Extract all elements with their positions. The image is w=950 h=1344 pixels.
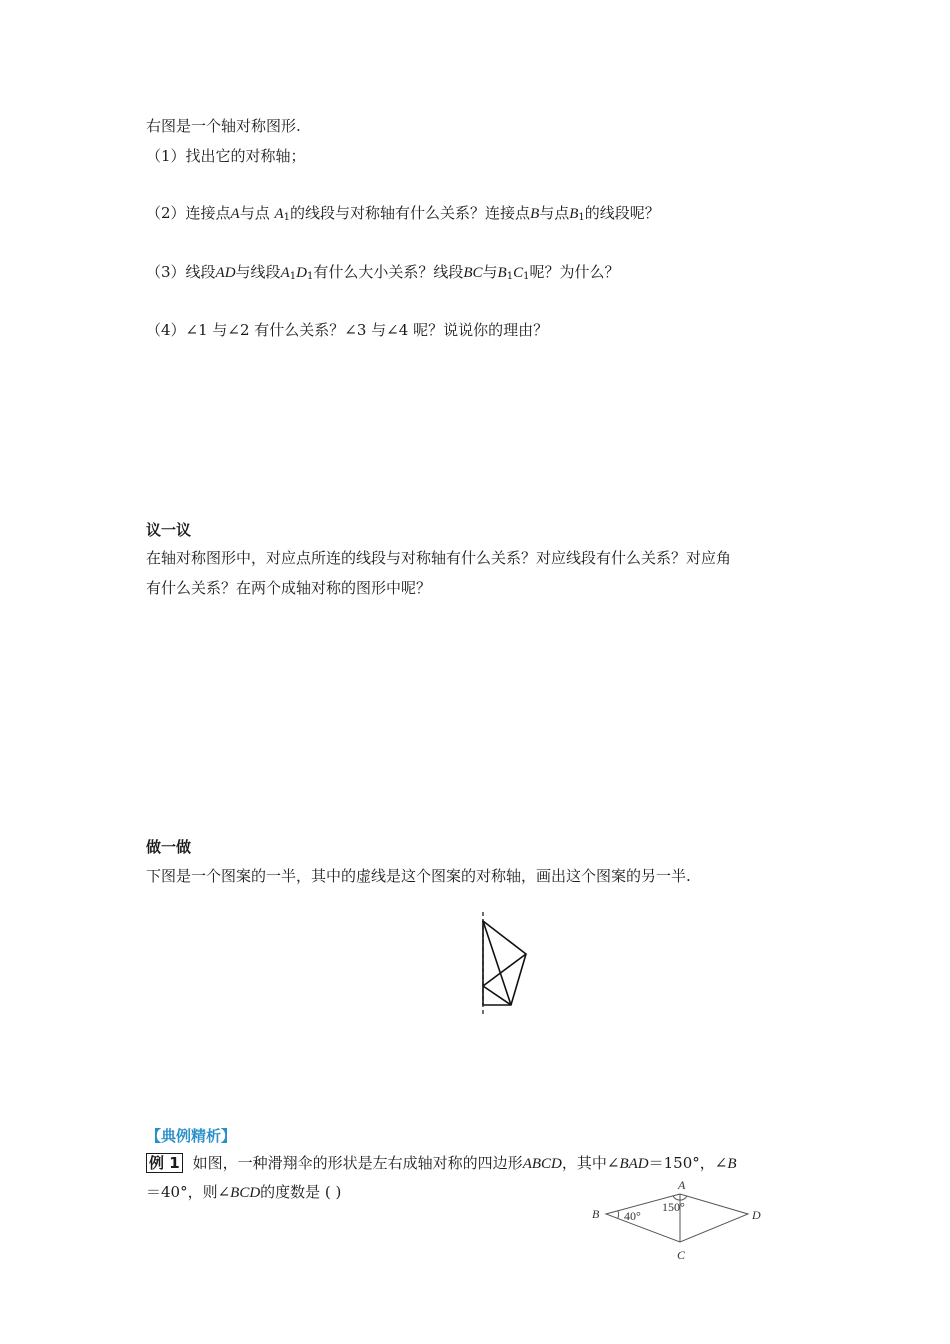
kite-figure bbox=[586, 1174, 776, 1268]
pattern-diagonal-3 bbox=[483, 986, 511, 1005]
discuss-line-2: 有什么关系？在两个成轴对称的图形中呢？ bbox=[146, 579, 432, 597]
section-example-heading: 【典例精析】 bbox=[146, 1127, 237, 1145]
question-3: （3）线段AD与线段$A_1D_1$有什么大小关系？线段BC与$B_1C_1$呢？为什么？ bbox=[146, 263, 620, 282]
pattern-diagonal-2 bbox=[483, 954, 526, 986]
label-A: A bbox=[678, 1178, 686, 1192]
angle-B-arc bbox=[618, 1211, 619, 1218]
pattern-outline bbox=[483, 921, 526, 1005]
doit-line-1: 下图是一个图案的一半，其中的虚线是这个图案的对称轴，画出这个图案的另一半. bbox=[146, 867, 691, 885]
example-line-2: ＝40°，则∠BCD的度数是 ( ) bbox=[146, 1183, 342, 1201]
label-angle-A: 150° bbox=[662, 1200, 685, 1214]
question-2: （2）连接点A与点 $A_1$的线段与对称轴有什么关系？连接点B与点$B_1$的线段呢？ bbox=[146, 204, 660, 223]
question-1: （1）找出它的对称轴； bbox=[146, 147, 306, 165]
label-D: D bbox=[752, 1208, 761, 1222]
label-C: C bbox=[677, 1248, 686, 1262]
label-angle-B: 40° bbox=[624, 1209, 641, 1223]
discuss-title: 议一议 bbox=[146, 521, 192, 539]
discuss-line-1: 在轴对称图形中，对应点所连的线段与对称轴有什么关系？对应线段有什么关系？对应角 bbox=[146, 549, 732, 567]
half-pattern-figure bbox=[470, 908, 540, 1018]
example-line-1: 例 1 如图，一种滑翔伞的形状是左右成轴对称的四边形ABCD，其中∠BAD＝150°，∠B bbox=[146, 1153, 736, 1174]
intro-text: 右图是一个轴对称图形. bbox=[146, 117, 301, 135]
question-4: （4）∠1 与∠2 有什么关系？∠3 与∠4 呢？说说你的理由？ bbox=[146, 321, 549, 339]
example-badge: 例 1 bbox=[146, 1153, 183, 1173]
doit-title: 做一做 bbox=[146, 838, 192, 856]
pattern-diagonal-1 bbox=[483, 921, 511, 1005]
label-B: B bbox=[592, 1207, 600, 1221]
